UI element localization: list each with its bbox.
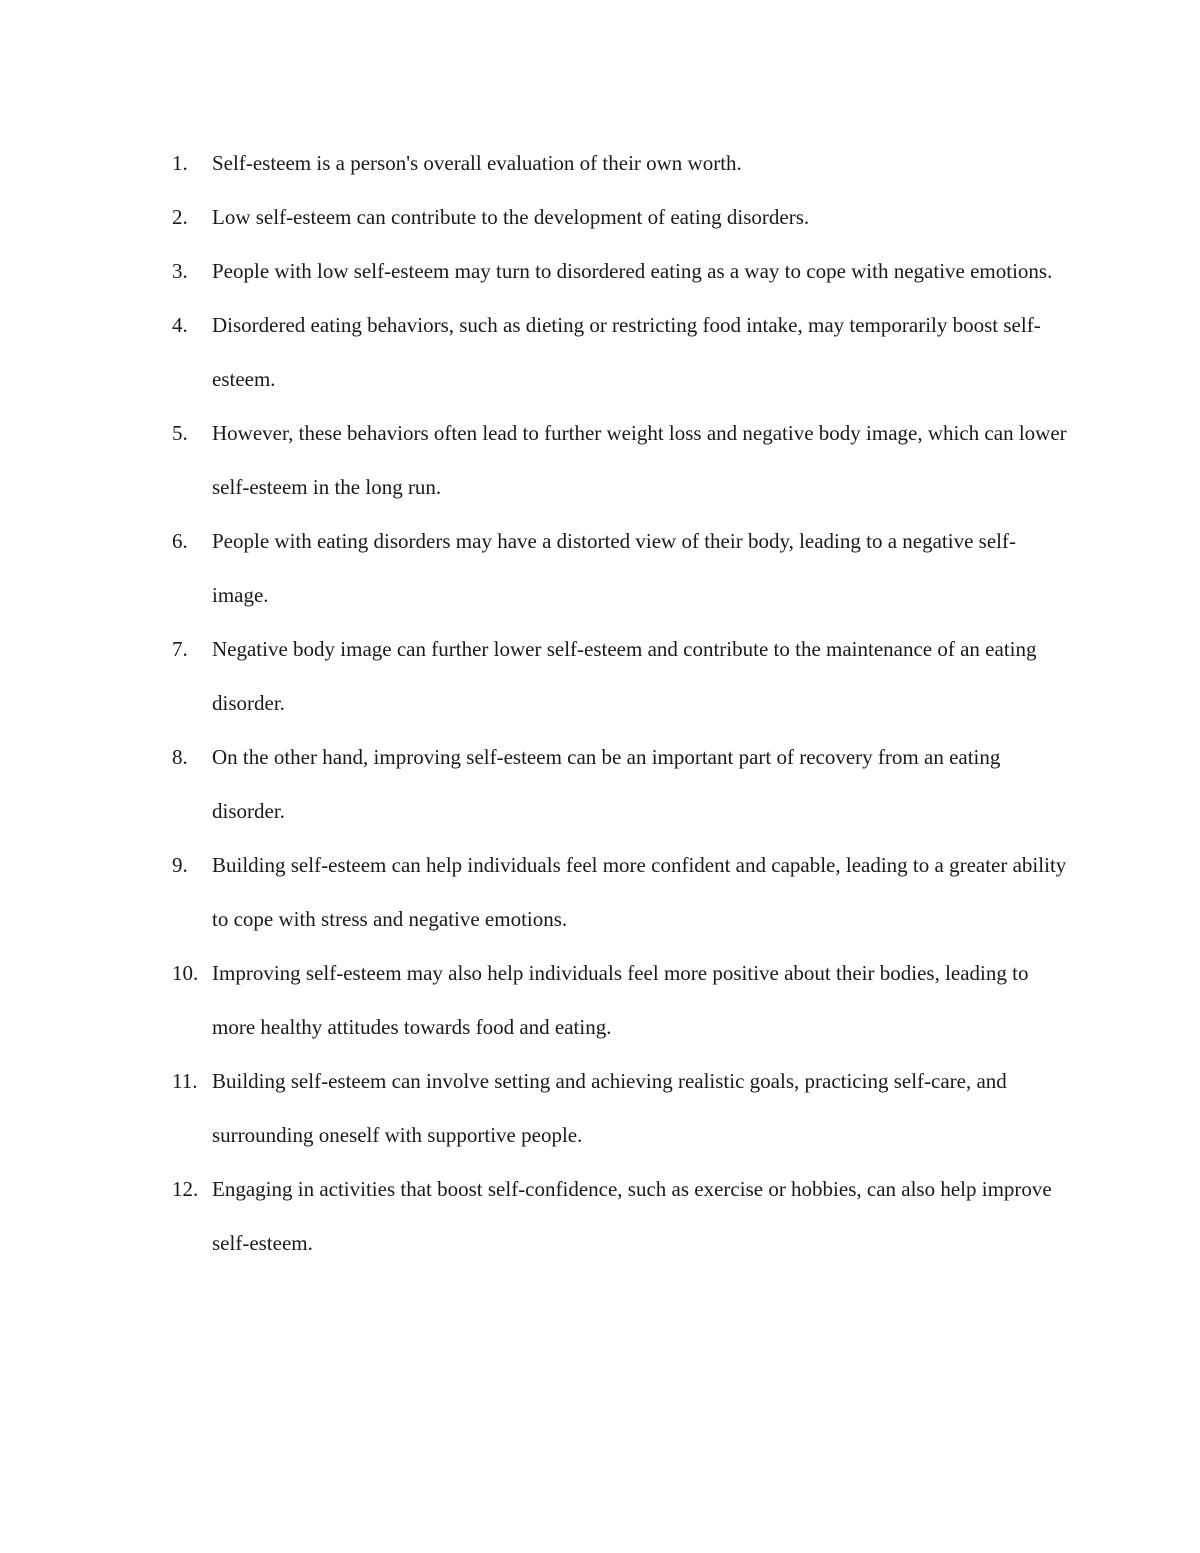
list-item — [172, 730, 1072, 838]
list-item-text: Disordered eating behaviors, such as dieting or restricting food intake, may temporarily boost self-esteem. — [212, 313, 1041, 391]
list-item-text: On the other hand, improving self-esteem can be an important part of recovery from an eating disorder. — [212, 745, 1001, 823]
list-item-text: Low self-esteem can contribute to the development of eating disorders. — [212, 205, 810, 229]
list-item-number: 6. — [172, 529, 188, 553]
list-item-text: People with eating disorders may have a distorted view of their body, leading to a negative self-image. — [212, 529, 1016, 607]
list-item-number: 9. — [172, 853, 188, 877]
list-item-text: Self-esteem is a person's overall evaluation of their own worth. — [212, 151, 742, 175]
list-item-text: Engaging in activities that boost self-confidence, such as exercise or hobbies, can also help improve self-esteem. — [212, 1177, 1052, 1255]
list-item — [172, 244, 1072, 298]
list-item-number: 3. — [172, 259, 188, 283]
list-item-number: 12. — [172, 1177, 199, 1201]
list-item-text: However, these behaviors often lead to further weight loss and negative body image, which can lower self-esteem in the long run. — [212, 421, 1067, 499]
list-item-number: 5. — [172, 421, 188, 445]
list-item — [172, 190, 1072, 244]
list-item — [172, 838, 1072, 946]
list-item — [172, 622, 1072, 730]
list-item-number: 10. — [172, 961, 199, 985]
list-item — [172, 298, 1072, 406]
list-item — [172, 1054, 1072, 1162]
list-item — [172, 946, 1072, 1054]
list-item — [172, 406, 1072, 514]
list-item-text: Building self-esteem can involve setting and achieving realistic goals, practicing self-care, and surrounding oneself with supportive people. — [212, 1069, 1007, 1147]
list-item-number: 4. — [172, 313, 188, 337]
list-item — [172, 1162, 1072, 1270]
list-item-number: 1. — [172, 151, 188, 175]
list-item-text: People with low self-esteem may turn to disordered eating as a way to cope with negative emotions. — [212, 259, 1053, 283]
list-item-text: Building self-esteem can help individuals feel more confident and capable, leading to a greater ability to cope with stress and negative emotions. — [212, 853, 1067, 931]
list-item-number: 11. — [172, 1069, 198, 1093]
list-item — [172, 514, 1072, 622]
numbered-list — [172, 136, 1072, 1270]
list-item-number: 7. — [172, 637, 188, 661]
list-item-number: 2. — [172, 205, 188, 229]
list-item-text: Improving self-esteem may also help individuals feel more positive about their bodies, leading to more healthy attitudes towards food and eating. — [212, 961, 1029, 1039]
list-item-number: 8. — [172, 745, 188, 769]
list-item-text: Negative body image can further lower self-esteem and contribute to the maintenance of an eating disorder. — [212, 637, 1037, 715]
list-item — [172, 136, 1072, 190]
